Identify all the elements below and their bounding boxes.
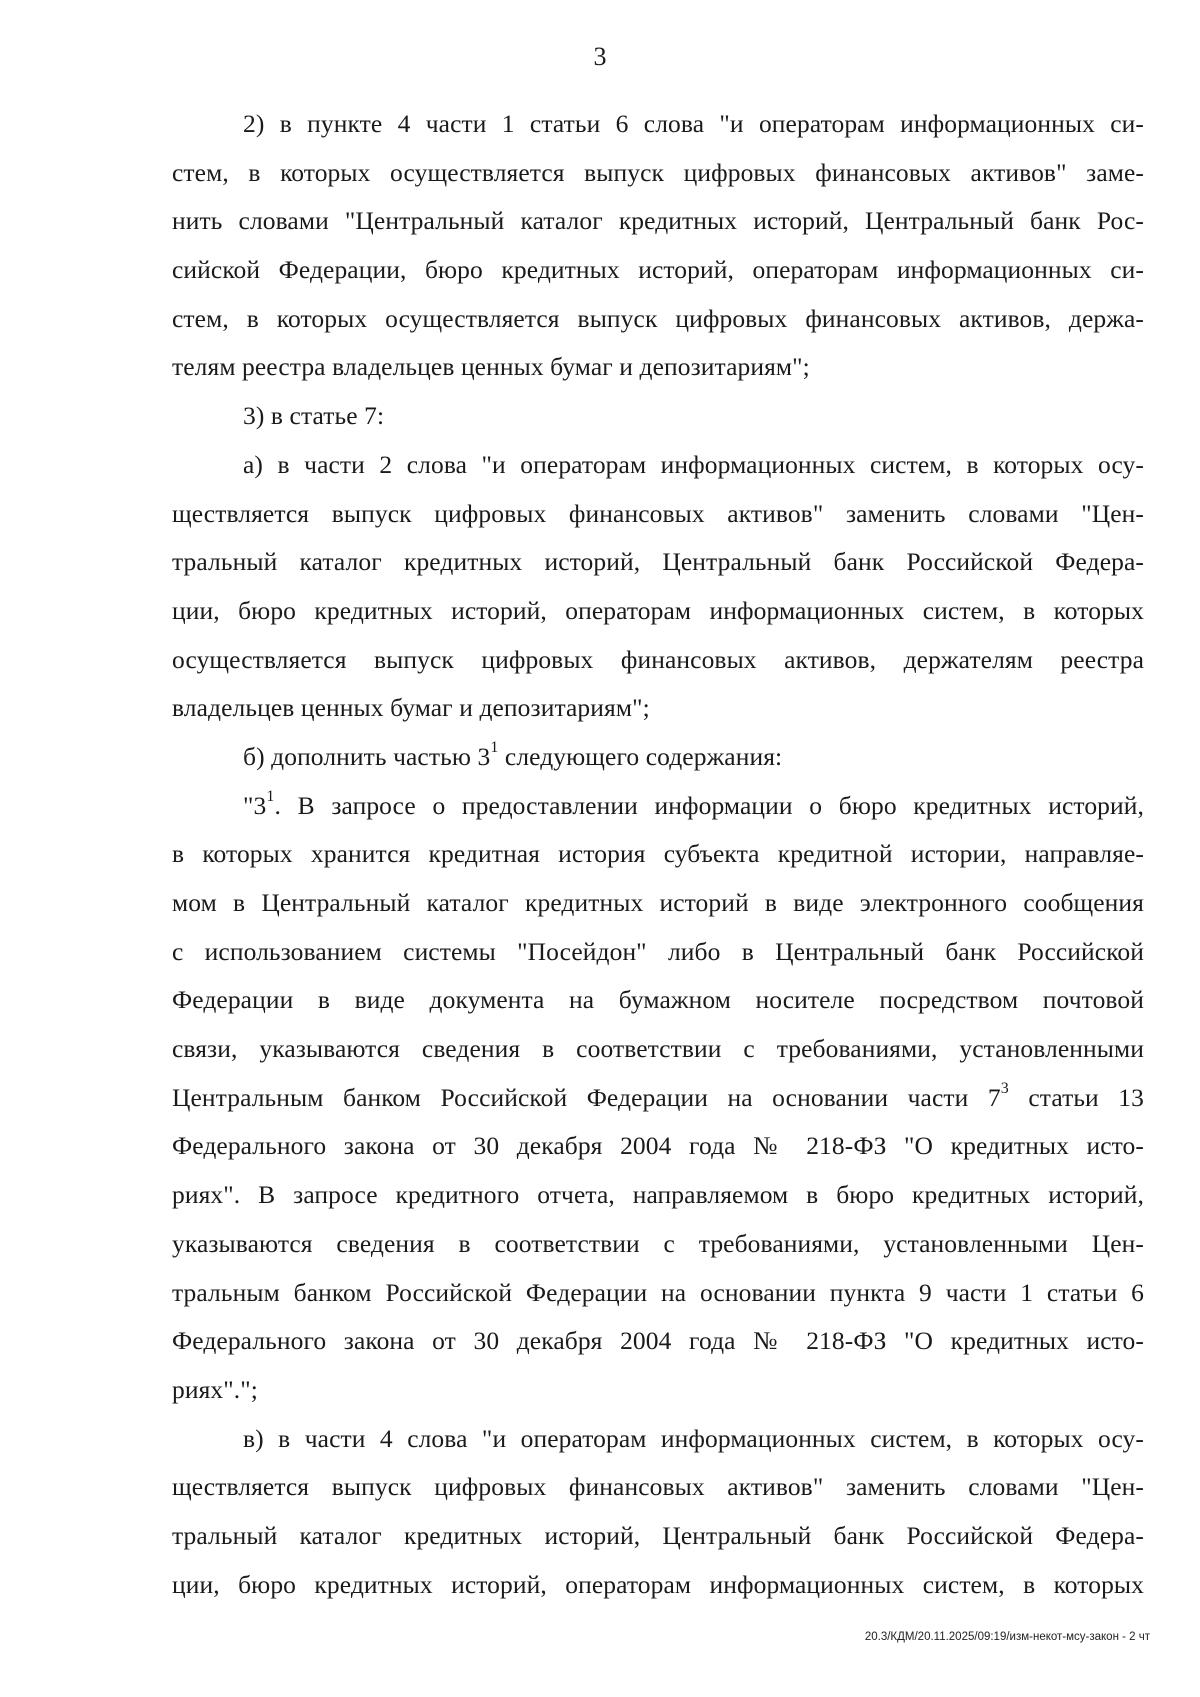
superscript: 1 — [266, 788, 275, 806]
text-line — [172, 1512, 1144, 1561]
text-line — [172, 928, 1144, 977]
text-line — [172, 1317, 1144, 1366]
text-line-content: телям реестра владельцев ценных бумаг и депозитариям"; — [172, 352, 810, 382]
text-line-content: Федерального закона от 30 декабря 2004 года № 218-ФЗ "О кредитных исто- — [172, 1326, 1144, 1356]
text-line — [172, 197, 1144, 246]
text-line — [172, 782, 1144, 831]
text-line-content: ществляется выпуск цифровых финансовых активов" заменить словами "Цен- — [172, 498, 1144, 528]
text-line-content: стем, в которых осуществляется выпуск цифровых финансовых активов" заме- — [172, 157, 1144, 187]
page-number: 3 — [593, 42, 607, 71]
text-line-content: нить словами "Центральный каталог кредитных историй, Центральный банк Рос- — [172, 206, 1144, 236]
text-line-content: Федерации в виде документа на бумажном носителе посредством почтовой — [172, 985, 1144, 1015]
text-line-content: ции, бюро кредитных историй, операторам информационных систем, в которых — [172, 1569, 1144, 1599]
text-line — [172, 684, 1144, 733]
text-line-content: сийской Федерации, бюро кредитных историй, операторам информационных си- — [172, 255, 1144, 285]
text-line-continuation: статьи 13 — [1008, 1082, 1144, 1112]
document-footer-code: 20.3/КДМ/20.11.2025/09:19/изм-некот-мсу-закон - 2 чт — [864, 1631, 1150, 1643]
document-body — [172, 100, 1144, 1609]
text-line — [172, 830, 1144, 879]
text-line — [172, 1415, 1144, 1464]
text-line-content: в) в части 4 слова "и операторам информационных систем, в которых осу- — [243, 1423, 1144, 1453]
text-line — [172, 295, 1144, 344]
text-line — [172, 1366, 1144, 1415]
text-line-content: а) в части 2 слова "и операторам информационных систем, в которых осу- — [243, 449, 1144, 479]
text-line — [172, 392, 1144, 441]
text-line — [172, 976, 1144, 1025]
text-line — [172, 1025, 1144, 1074]
text-line — [172, 1561, 1144, 1610]
text-line-content: 2) в пункте 4 части 1 статьи 6 слова "и операторам информационных си- — [243, 109, 1144, 138]
text-line — [172, 100, 1144, 149]
text-line — [172, 1171, 1144, 1220]
text-line — [172, 149, 1144, 198]
text-line-content: риях". В запросе кредитного отчета, направляемом в бюро кредитных историй, — [172, 1180, 1144, 1210]
text-line-content: стем, в которых осуществляется выпуск цифровых финансовых активов, держа- — [172, 303, 1144, 333]
text-line-content: с использованием системы "Посейдон" либо в Центральный банк Российской — [172, 936, 1144, 966]
text-line-content: связи, указываются сведения в соответствии с требованиями, установленными — [172, 1034, 1144, 1064]
text-line — [172, 441, 1144, 490]
text-line — [172, 246, 1144, 295]
superscript: 3 — [1000, 1080, 1009, 1098]
text-line — [172, 490, 1144, 539]
text-line — [172, 879, 1144, 928]
text-line-content: б) дополнить частью 3 — [243, 741, 491, 771]
text-line-content: владельцев ценных бумаг и депозитариям"; — [172, 693, 650, 723]
text-line — [172, 1074, 1144, 1123]
text-line-content: указываются сведения в соответствии с требованиями, установленными Цен- — [172, 1228, 1144, 1258]
text-line — [172, 587, 1144, 636]
text-line — [172, 343, 1144, 392]
text-line-continuation: следующего содержания: — [498, 741, 783, 771]
text-line-content: мом в Центральный каталог кредитных историй в виде электронного сообщения — [172, 888, 1144, 917]
text-line — [172, 1122, 1144, 1171]
text-line — [172, 1220, 1144, 1269]
text-line-content: в которых хранится кредитная история субъекта кредитной истории, направляе- — [172, 839, 1144, 869]
text-line — [172, 733, 1144, 782]
text-line-content: Центральным банком Российской Федерации на основании части 7 — [172, 1082, 1001, 1112]
text-line — [172, 1269, 1144, 1318]
text-line-content: тральный каталог кредитных историй, Центральный банк Российской Федера- — [172, 547, 1144, 577]
text-line-content: риях"."; — [172, 1374, 258, 1404]
text-line-content: тральным банком Российской Федерации на основании пункта 9 части 1 статьи 6 — [172, 1277, 1144, 1307]
text-line-content: осуществляется выпуск цифровых финансовых активов, держателям реестра — [172, 644, 1144, 674]
text-line-continuation: . В запросе о предоставлении информации о бюро кредитных историй, — [274, 790, 1144, 820]
text-line-content: ции, бюро кредитных историй, операторам информационных систем, в которых — [172, 595, 1144, 625]
text-line-content: "3 — [243, 790, 267, 820]
text-line-content: Федерального закона от 30 декабря 2004 года № 218-ФЗ "О кредитных исто- — [172, 1131, 1144, 1161]
text-line-content: тральный каталог кредитных историй, Центральный банк Российской Федера- — [172, 1520, 1144, 1550]
text-line-content: 3) в статье 7: — [243, 401, 385, 431]
text-line — [172, 1463, 1144, 1512]
text-line-content: ществляется выпуск цифровых финансовых активов" заменить словами "Цен- — [172, 1472, 1144, 1502]
text-line — [172, 538, 1144, 587]
text-line — [172, 636, 1144, 685]
superscript: 1 — [490, 739, 499, 757]
